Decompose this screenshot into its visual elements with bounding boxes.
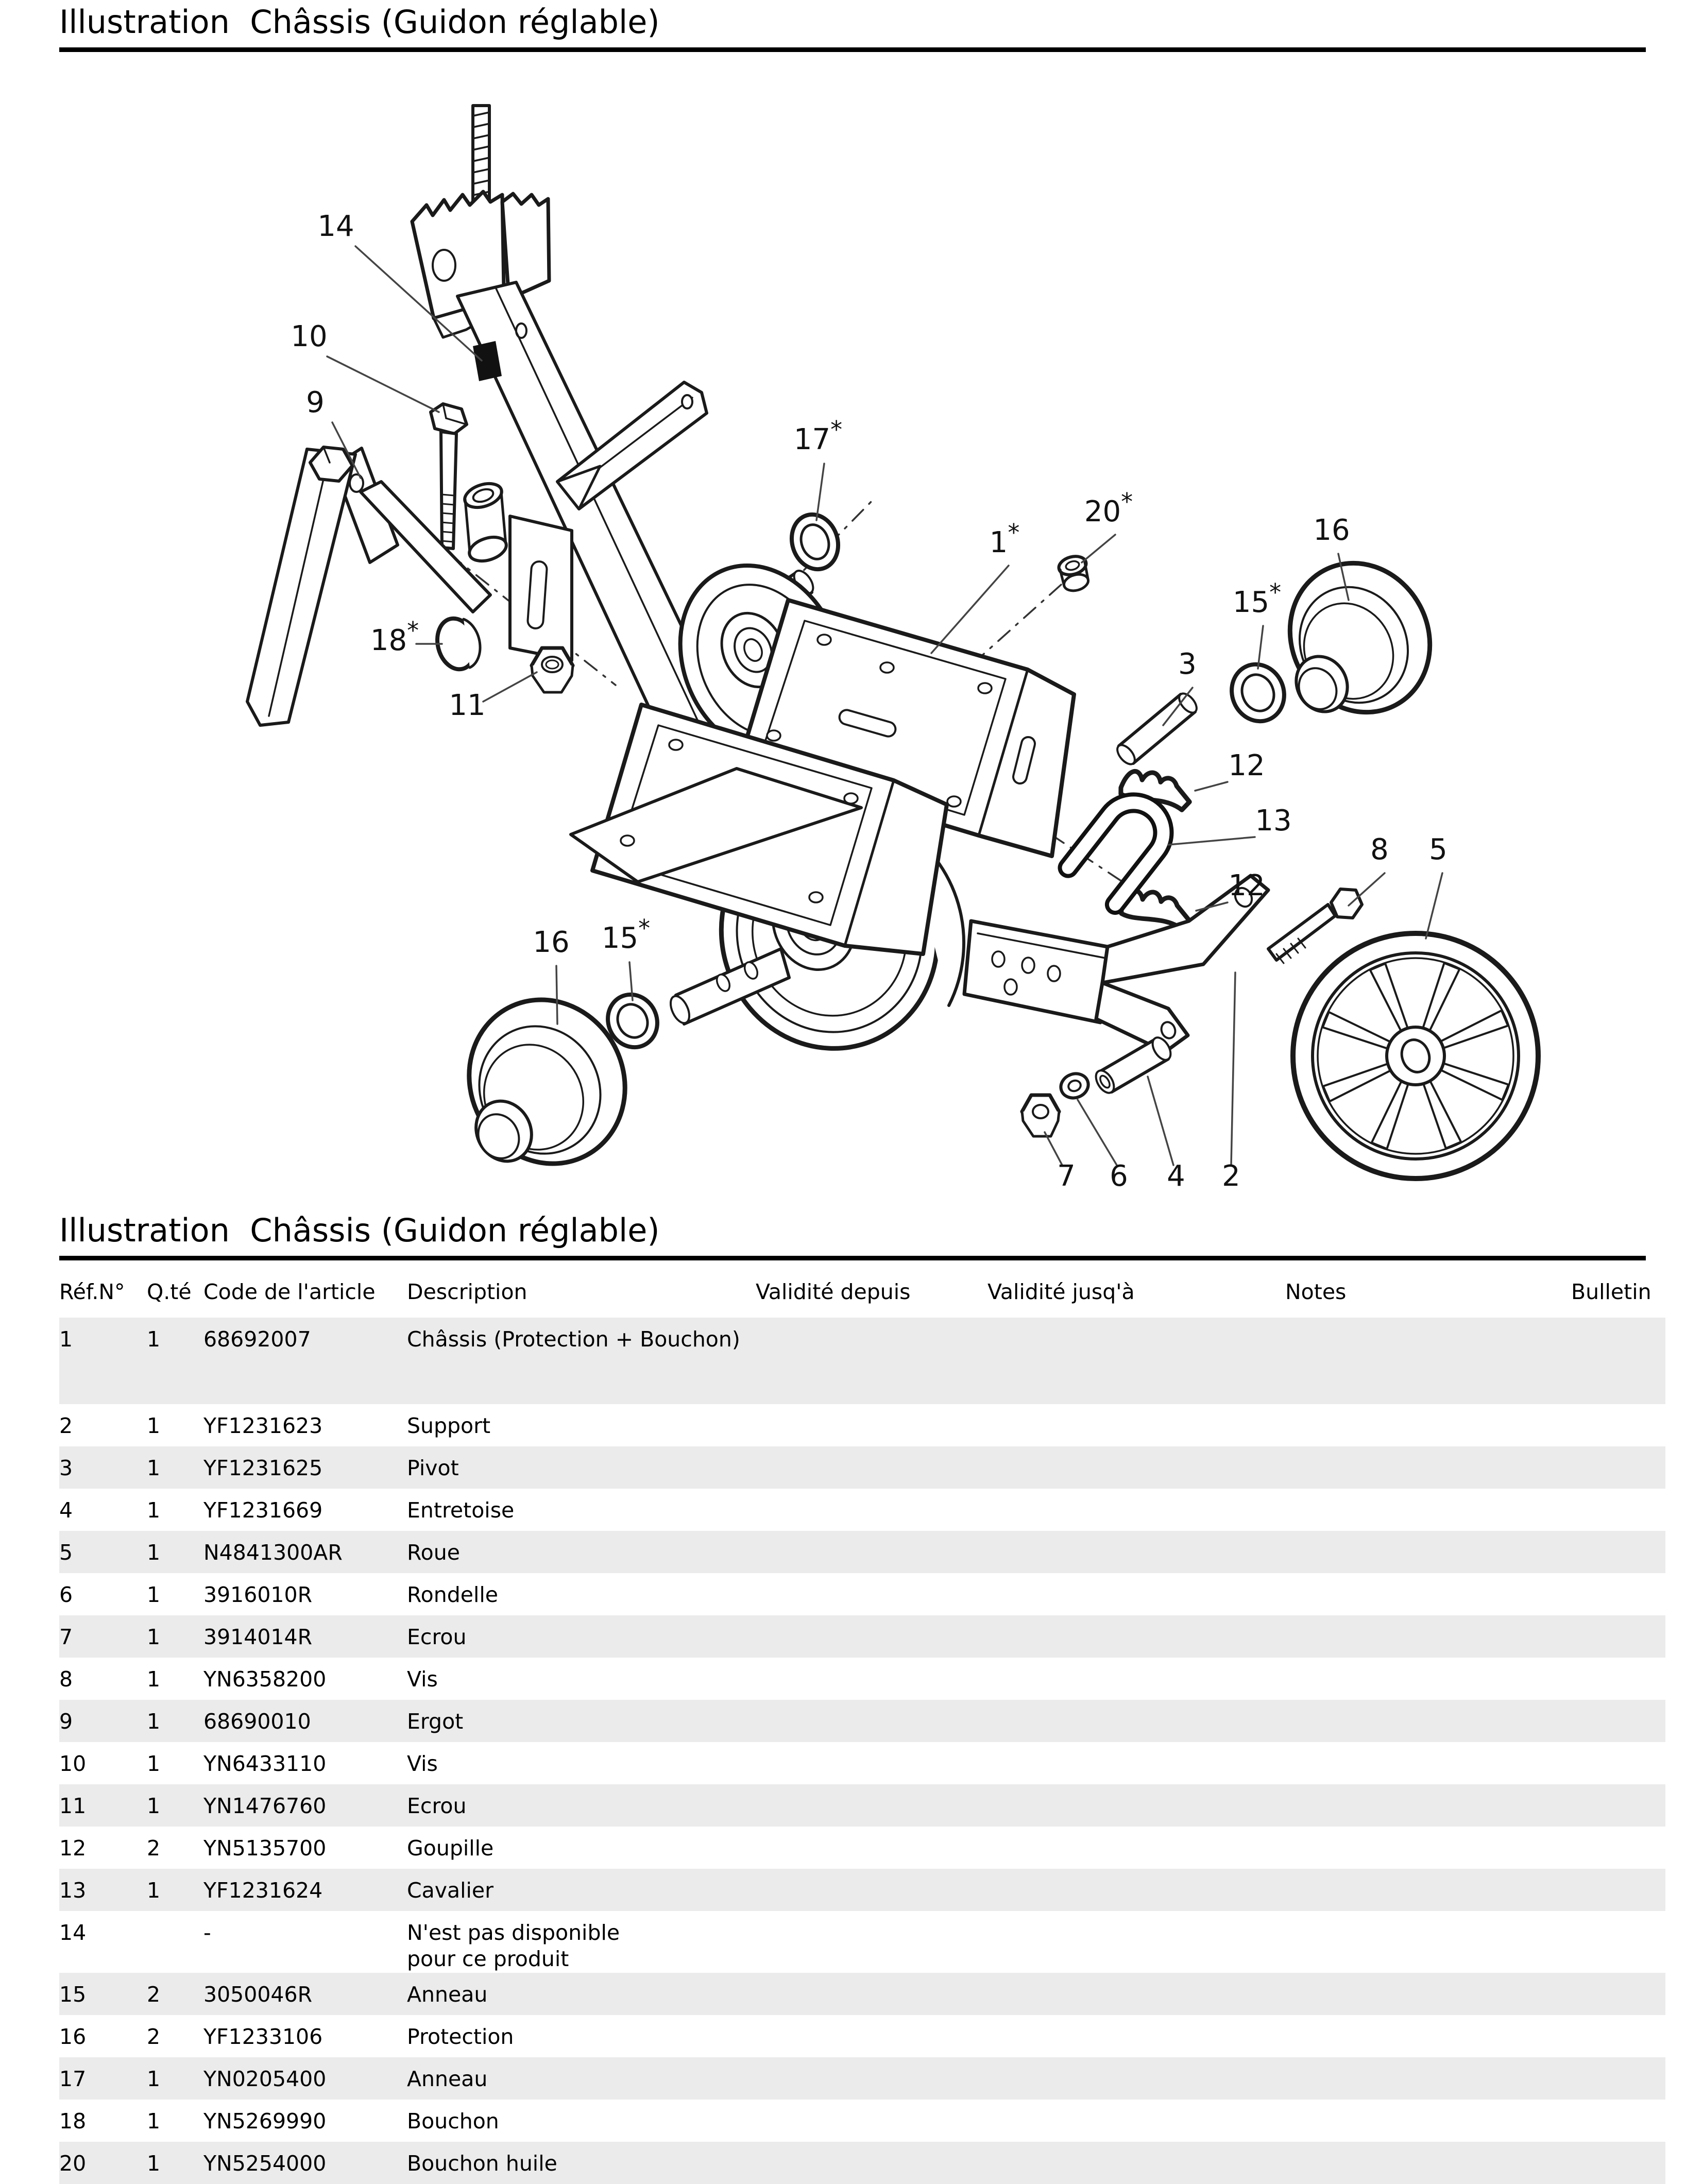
cell-ref: 11 [59, 1794, 87, 1818]
page-title: Illustration Châssis (Guidon réglable) [59, 3, 660, 41]
cell-desc: Vis [407, 1751, 438, 1776]
col-qty: Q.té [147, 1279, 192, 1304]
pin-3 [1114, 690, 1200, 767]
cell-ref: 17 [59, 2066, 87, 2091]
cell-code: YF1233106 [203, 2024, 323, 2049]
leader-line [1258, 626, 1263, 669]
cell-desc: Ergot [407, 1709, 464, 1734]
cell-code: YN1476760 [203, 1794, 327, 1818]
cell-qty: 1 [147, 1625, 161, 1649]
cell-desc: Ecrou [407, 1794, 467, 1818]
table-row [59, 1700, 1665, 1742]
handle-bracket [247, 447, 509, 725]
callout-label: 12 [1228, 749, 1265, 782]
cell-code: 3050046R [203, 1982, 313, 2007]
callout-label: 15* [601, 914, 651, 955]
cell-code: 68692007 [203, 1327, 311, 1352]
cell-qty: 1 [147, 2066, 161, 2091]
col-valid-from: Validité depuis [756, 1279, 911, 1304]
cell-ref: 15 [59, 1982, 87, 2007]
spacer-4 [1092, 1034, 1174, 1096]
leader-line [1082, 535, 1115, 562]
callout-label: 12 [1228, 869, 1265, 902]
callout-label: 10 [291, 320, 328, 353]
table-row [59, 1742, 1665, 1784]
leader-line [327, 356, 439, 412]
cell-ref: 8 [59, 1667, 73, 1692]
protection-cup-upper [1264, 538, 1456, 737]
table-row [59, 1615, 1665, 1658]
col-code: Code de l'article [203, 1279, 376, 1304]
section-title: Illustration Châssis (Guidon réglable) [59, 1212, 660, 1249]
cavalier-13 [1068, 791, 1175, 905]
cell-desc: Ecrou [407, 1625, 467, 1649]
leader-line [1195, 782, 1228, 791]
callout-label: 2 [1222, 1159, 1240, 1193]
table-row [59, 1531, 1665, 1573]
nut-7 [1022, 1095, 1059, 1136]
cell-desc: Anneau [407, 1982, 488, 2007]
cell-code: - [203, 1920, 211, 1945]
cell-qty: 1 [147, 1456, 161, 1480]
cell-desc: Roue [407, 1540, 460, 1565]
parts-table-header [59, 1276, 1665, 1318]
cell-qty: 1 [147, 1667, 161, 1692]
cell-code: 3916010R [203, 1582, 313, 1607]
cell-desc: Vis [407, 1667, 438, 1692]
leader-line [1078, 1100, 1117, 1165]
col-valid-to: Validité jusq'à [987, 1279, 1135, 1304]
bolt-10 [431, 404, 467, 549]
callout-label: 13 [1255, 804, 1292, 838]
cell-ref: 18 [59, 2108, 87, 2134]
callout-label: 5 [1429, 833, 1447, 866]
table-row [59, 1869, 1665, 1911]
callout-label: 20* [1084, 488, 1133, 528]
table-row [59, 1318, 1665, 1404]
parts-table [59, 1276, 1665, 2184]
cell-qty: 1 [147, 1327, 161, 1352]
callout-label: 8 [1370, 833, 1389, 866]
leader-line [556, 966, 557, 1024]
cell-ref: 6 [59, 1582, 73, 1607]
table-row [59, 1784, 1665, 1827]
table-row [59, 1446, 1665, 1489]
col-desc: Description [407, 1279, 527, 1304]
cell-ref: 5 [59, 1540, 73, 1565]
callout-label: 15* [1232, 578, 1282, 619]
cell-desc: Pivot [407, 1456, 459, 1480]
cell-code: YN5269990 [203, 2108, 327, 2134]
callout-label: 1* [989, 519, 1020, 559]
callout-label: 16 [1313, 514, 1350, 547]
cell-ref: 12 [59, 1836, 87, 1861]
cell-qty: 2 [147, 1982, 161, 2007]
cell-code: YN5135700 [203, 1836, 327, 1861]
callout-label: 11 [449, 689, 486, 722]
leader-line [1231, 972, 1235, 1165]
cell-ref: 2 [59, 1413, 73, 1438]
leader-line [931, 566, 1009, 653]
cell-code: YF1231623 [203, 1413, 323, 1438]
cell-ref: 4 [59, 1498, 73, 1523]
cell-ref: 7 [59, 1625, 73, 1649]
cell-ref: 16 [59, 2024, 87, 2049]
washer-6 [1058, 1070, 1092, 1102]
cell-qty: 1 [147, 1413, 161, 1438]
table-row [59, 2015, 1665, 2057]
cell-code: YF1231669 [203, 1498, 323, 1523]
nut-11 [532, 648, 573, 692]
callout-label: 4 [1167, 1159, 1185, 1193]
cell-desc: Cavalier [407, 1878, 494, 1903]
leader-line [1148, 1077, 1173, 1165]
cell-qty: 1 [147, 2151, 161, 2176]
cell-qty: 2 [147, 2024, 161, 2049]
parts-table-body [59, 1318, 1665, 2184]
cell-qty: 1 [147, 1498, 161, 1523]
callout-label: 6 [1110, 1159, 1128, 1193]
cell-code: YN0205400 [203, 2066, 327, 2091]
cell-ref: 14 [59, 1920, 87, 1945]
cell-qty: 1 [147, 2108, 161, 2134]
cell-ref: 10 [59, 1751, 87, 1776]
cell-qty: 2 [147, 1836, 161, 1861]
section-divider [59, 1256, 1646, 1260]
cell-code: 3914014R [203, 1625, 313, 1649]
cell-code: YN6358200 [203, 1667, 327, 1692]
ring-17 [785, 508, 845, 575]
table-row [59, 1973, 1665, 2015]
cell-qty: 1 [147, 1878, 161, 1903]
cell-code: N4841300AR [203, 1540, 343, 1565]
table-row [59, 2100, 1665, 2142]
callout-label: 16 [533, 926, 570, 959]
table-row [59, 1404, 1665, 1446]
leader-line [816, 464, 824, 520]
cell-desc: Support [407, 1413, 491, 1438]
cell-code: YF1231624 [203, 1878, 323, 1903]
callout-label: 17* [793, 416, 843, 456]
wheel [1293, 933, 1538, 1179]
cell-qty: 1 [147, 1540, 161, 1565]
cell-desc: N'est pas disponible pour ce produit [407, 1920, 620, 1972]
cell-code: YN6433110 [203, 1751, 327, 1776]
col-ref: Réf.N° [59, 1279, 125, 1304]
cell-qty: 1 [147, 1751, 161, 1776]
leader-line [483, 672, 537, 702]
table-row [59, 1573, 1665, 1615]
callout-label: 3 [1178, 647, 1197, 681]
cell-ref: 3 [59, 1456, 73, 1480]
cell-desc: Anneau [407, 2066, 488, 2091]
cell-desc: Entretoise [407, 1498, 515, 1523]
table-row [59, 1658, 1665, 1700]
cell-ref: 20 [59, 2151, 87, 2176]
table-row [59, 1911, 1665, 1973]
cell-ref: 13 [59, 1878, 87, 1903]
table-row [59, 2057, 1665, 2100]
cell-qty: 1 [147, 1582, 161, 1607]
callout-label: 7 [1057, 1159, 1076, 1193]
cell-code: YN5254000 [203, 2151, 327, 2176]
callout-label: 9 [306, 386, 325, 419]
cell-desc: Protection [407, 2024, 514, 2049]
cell-ref: 1 [59, 1327, 73, 1352]
callout-label: 14 [317, 210, 354, 243]
cell-desc: Rondelle [407, 1582, 498, 1607]
table-row [59, 1827, 1665, 1869]
cell-code: 68690010 [203, 1709, 311, 1734]
col-bulletin: Bulletin [1571, 1279, 1651, 1304]
table-row [59, 2142, 1665, 2184]
cell-desc: Goupille [407, 1836, 494, 1861]
col-notes: Notes [1285, 1279, 1347, 1304]
cell-code: YF1231625 [203, 1456, 323, 1480]
cell-qty: 1 [147, 1709, 161, 1734]
cell-ref: 9 [59, 1709, 73, 1734]
cell-qty: 1 [147, 1794, 161, 1818]
exploded-parts-diagram [0, 52, 1703, 1216]
leader-line [1168, 837, 1255, 845]
table-row [59, 1489, 1665, 1531]
cell-desc: Châssis (Protection + Bouchon) [407, 1327, 740, 1352]
cell-desc: Bouchon huile [407, 2151, 557, 2176]
leader-line [1426, 873, 1442, 939]
callout-label: 18* [370, 617, 419, 657]
cell-desc: Bouchon [407, 2108, 499, 2134]
